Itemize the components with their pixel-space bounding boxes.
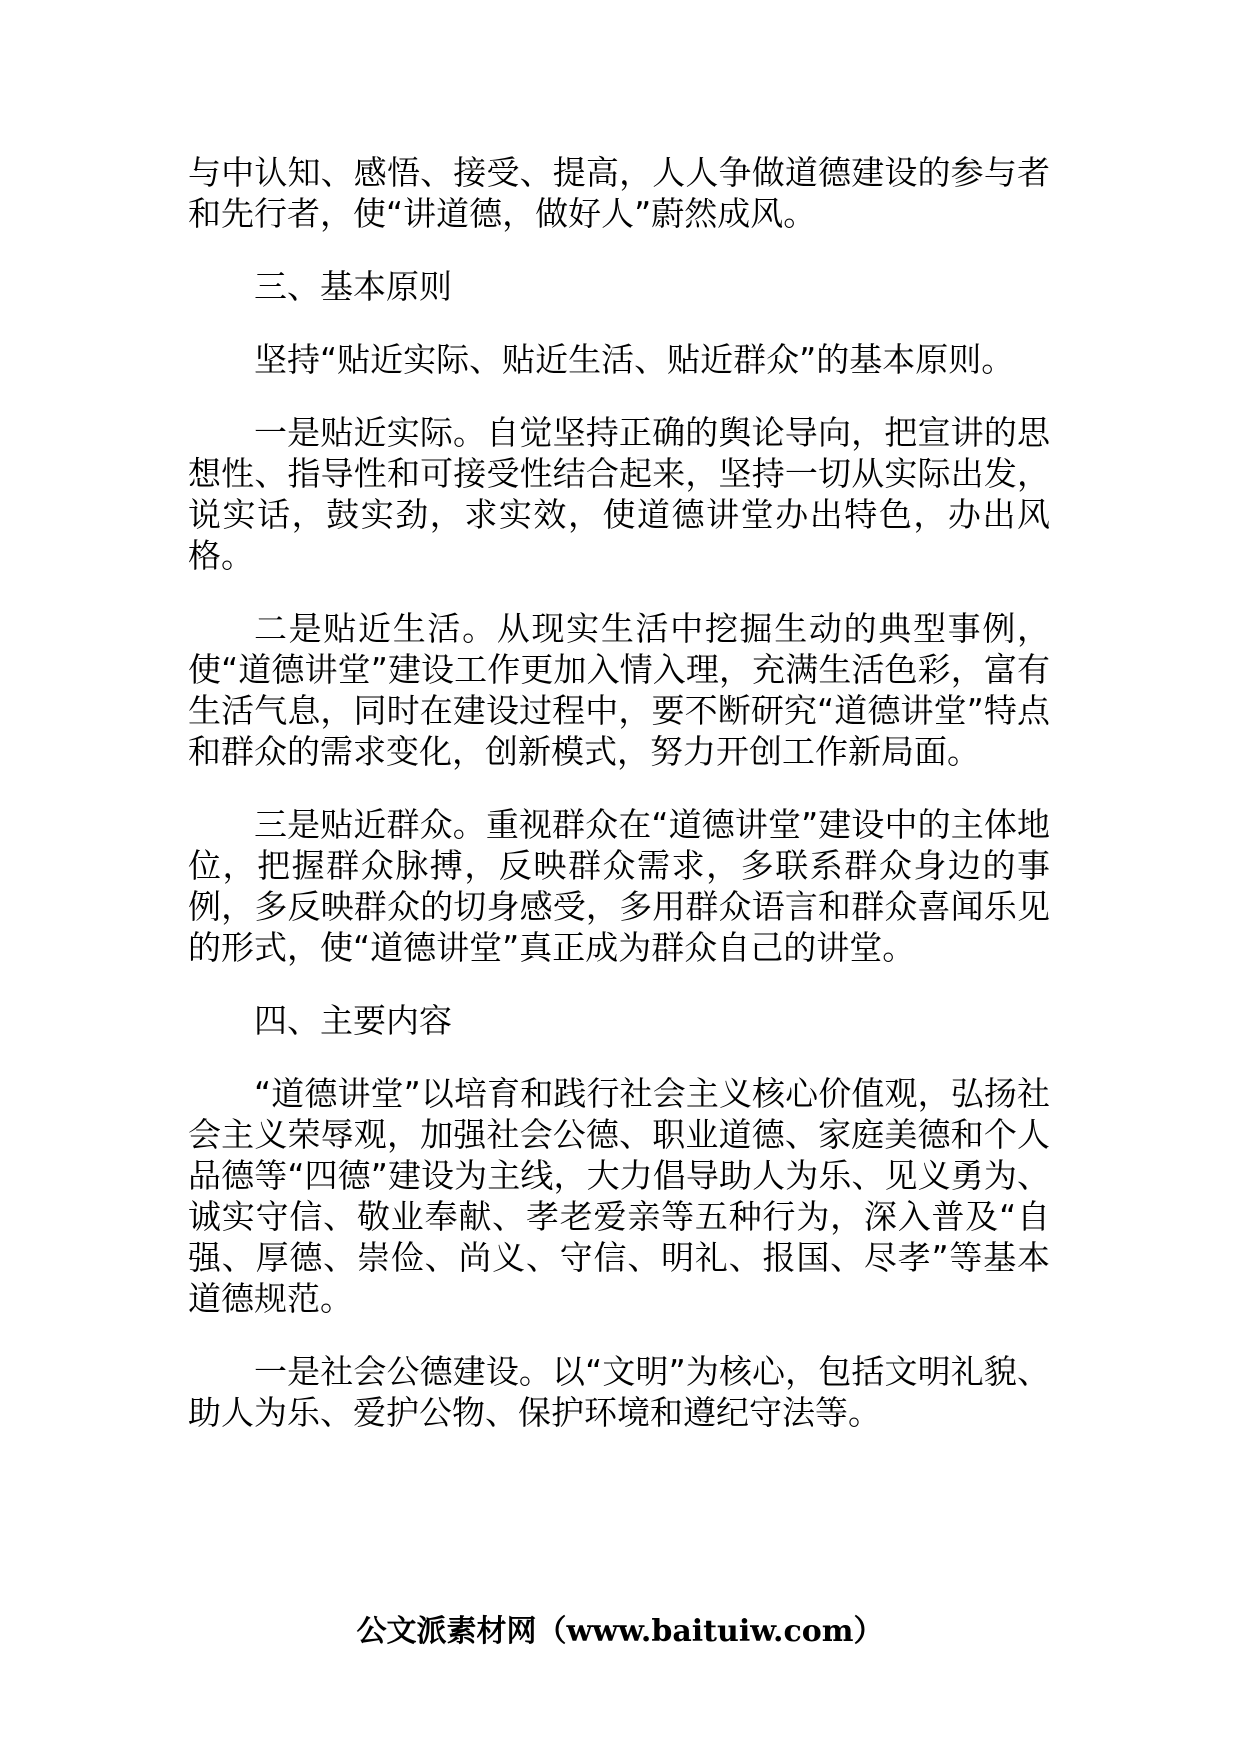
principle-practical-paragraph: 一是贴近实际。自觉坚持正确的舆论导向，把宣讲的思想性、指导性和可接受性结合起来，坚持一切从实际出发，说实话，鼓实劲，求实效，使道德讲堂办出特色，办出风格。 (188, 413, 1050, 575)
social-ethics-paragraph: 一是社会公德建设。以“文明”为核心，包括文明礼貌、助人为乐、爱护公物、保护环境和遵纪守法等。 (188, 1352, 1050, 1432)
content-intro-paragraph: “道德讲堂”以培育和践行社会主义核心价值观，弘扬社会主义荣辱观，加强社会公德、职业道德、家庭美德和个人品德等“四德”建设为主线，大力倡导助人为乐、见义勇为、诚实守信、敬业奉献、孝老爱亲等五种行为，深入普及“自强、厚德、崇俭、尚义、守信、明礼、报国、尽孝”等基本道德规范。 (188, 1074, 1050, 1318)
continuation-paragraph: 与中认知、感悟、接受、提高，人人争做道德建设的参与者和先行者，使“讲道德，做好人”蔚然成风。 (188, 153, 1050, 233)
page-footer: 公文派素材网（www.baituiw.com） (356, 1614, 884, 1649)
principle-life-paragraph: 二是贴近生活。从现实生活中挖掘生动的典型事例，使“道德讲堂”建设工作更加入情入理，充满生活色彩，富有生活气息，同时在建设过程中，要不断研究“道德讲堂”特点和群众的需求变化，创新模式，努力开创工作新局面。 (188, 609, 1050, 771)
document-body (188, 152, 1050, 1465)
principle-masses-paragraph: 三是贴近群众。重视群众在“道德讲堂”建设中的主体地位，把握群众脉搏，反映群众需求，多联系群众身边的事例，多反映群众的切身感受，多用群众语言和群众喜闻乐见的形式，使“道德讲堂”真正成为群众自己的讲堂。 (188, 805, 1050, 967)
section-heading-content: 四、主要内容 (254, 1001, 452, 1040)
section-heading-principles: 三、基本原则 (254, 267, 452, 306)
principles-intro-paragraph: 坚持“贴近实际、贴近生活、贴近群众”的基本原则。 (254, 340, 1015, 379)
